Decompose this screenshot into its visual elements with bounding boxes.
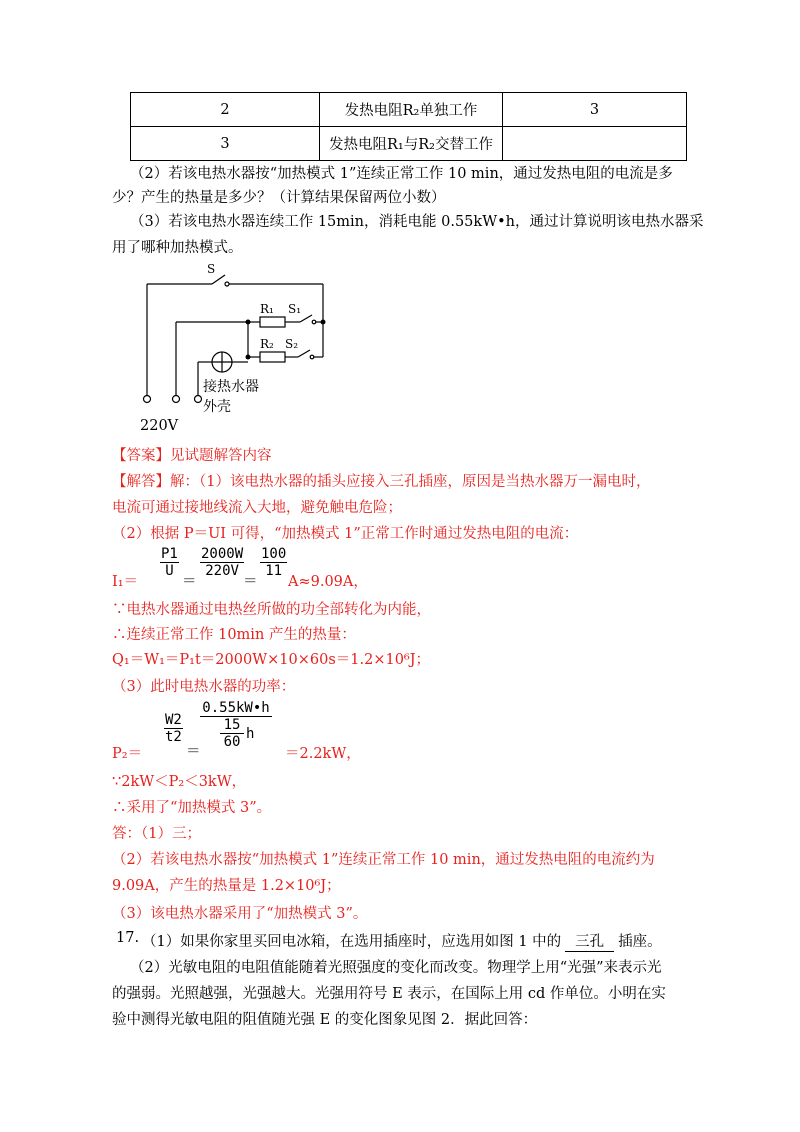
heating-mode-table (130, 92, 687, 161)
shell-label-line-1: 接热水器 (203, 379, 259, 395)
question-17-part-2-line-3: 验中测得光敏电阻的阻值随光强 E 的变化图象见图 2．据此回答： (112, 1012, 538, 1028)
question-17-part-2-line-2: 的强弱。光照越强，光强越大。光强用符号 E 表示，在国际上用 cd 作单位。小明在实 (112, 986, 666, 1002)
i1-fraction-2: $\frac{2000W}{220V}$ (201, 546, 244, 579)
therefore-line-1: ∴连续正常工作 10min 产生的热量： (112, 627, 356, 643)
p2-fraction-2: 0.55kW•h 15 60 h (200, 700, 272, 755)
solution-step-3-intro: （3）此时电热水器的功率： (112, 679, 296, 695)
s1-label: S₁ (288, 302, 302, 316)
i1-fraction-3: $\frac{100}{11}$ (261, 546, 287, 579)
p2-equals: ＝ (186, 744, 201, 760)
table-cell-desc: 发热电阻R₁与R₂交替工作 (320, 127, 503, 161)
heat-formula: Q₁＝W₁＝P₁t＝2000W×10×60s＝1.2×10⁶J； (112, 652, 431, 668)
question-17-part-2-line-1: （2）光敏电阻的电阻值能随着光照强度的变化而改变。物理学上用“光强”来表示光 (130, 960, 662, 976)
shell-label-line-2: 外壳 (203, 399, 231, 415)
question-3-line-1: （3）若该电热水器连续工作 15min，消耗电能 0.55kW•h，通过计算说明该电热水器采 (130, 214, 704, 230)
final-answer-2-line-2: 9.09A，产生的热量是 1.2×10⁶J； (112, 878, 341, 894)
table-cell-mode: 3 (131, 127, 320, 161)
table-row (131, 127, 687, 161)
table-cell-power (503, 127, 687, 161)
table-cell-mode: 2 (131, 93, 320, 127)
i1-fraction-1: $\frac{P1}{U}$ (161, 546, 178, 579)
solution-line-2: 电流可通过接地线流入大地，避免触电危险； (112, 500, 402, 516)
therefore-line-2: ∴采用了“加热模式 3”。 (112, 800, 272, 816)
question-2-line-2: 少？产生的热量是多少？（计算结果保留两位小数） (112, 190, 446, 206)
i1-prefix: I₁＝ (112, 574, 139, 590)
question-17-number: 17. (116, 930, 140, 946)
final-answer-1: 答：（1）三； (112, 826, 201, 842)
answer-label: 【答案】见试题解答内容 (112, 448, 272, 464)
final-answer-3: （3）该电热水器采用了“加热模式 3”。 (112, 906, 368, 922)
table-cell-power: 3 (503, 93, 687, 127)
because-line-2: ∵2kW＜P₂＜3kW， (112, 774, 247, 790)
r1-label: R₁ (260, 302, 274, 316)
i1-equals-2: ＝ (243, 574, 258, 590)
final-answer-2-line-1: （2）若该电热水器按“加热模式 1”连续正常工作 10 min，通过发热电阻的电流约为 (112, 852, 655, 868)
i1-equals-1: ＝ (182, 574, 197, 590)
question-2-line-1: （2）若该电热水器按“加热模式 1”连续正常工作 10 min，通过发热电阻的电流是多 (130, 166, 673, 182)
table-row (131, 93, 687, 127)
p2-fraction-1: $\frac{W2}{t2}$ (165, 712, 182, 745)
answer-blank: 三孔 (565, 930, 614, 952)
solution-step-2-intro: （2）根据 P＝UI 可得，“加热模式 1”正常工作时通过发热电阻的电流： (112, 526, 579, 542)
p2-result: ＝2.2kW， (285, 746, 361, 762)
question-3-line-2: 用了哪种加热模式。 (112, 240, 243, 256)
r2-label: R₂ (260, 337, 274, 351)
table-cell-desc: 发热电阻R₂单独工作 (320, 93, 503, 127)
i1-result: A≈9.09A， (288, 574, 368, 590)
because-line-1: ∵电热水器通过电热丝所做的功全部转化为内能， (112, 602, 431, 618)
p2-prefix: P₂＝ (112, 746, 143, 762)
voltage-label: 220V (140, 418, 179, 434)
switch-s-label: S (207, 262, 216, 276)
solution-line-1: 【解答】解：（1）该电热水器的插头应接入三孔插座，原因是当热水器万一漏电时， (112, 474, 651, 490)
question-17-part-1: （1）如果你家里买回电冰箱，在选用插座时，应选用如图 1 中的 三孔 插座。 (142, 930, 662, 952)
s2-label: S₂ (285, 337, 299, 351)
